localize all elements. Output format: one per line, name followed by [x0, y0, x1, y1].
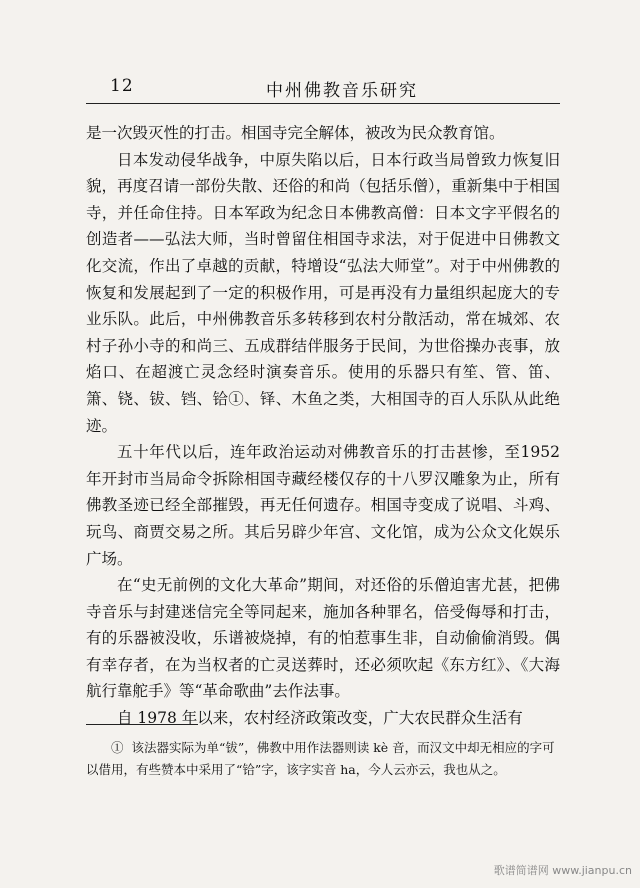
- paragraph-3: 五十年代以后，连年政治运动对佛教音乐的打击甚惨，至1952 年开封市当局命令拆除相国寺藏经楼仅存的十八罗汉雕象为止，所有佛教圣迹已经全部摧毁，再无任何遗存。相国寺变成了说唱、斗鸡、玩鸟、商贾交易之所。其后另辟少年宫、文化馆，成为公众文化娱乐广场。: [86, 443, 565, 568]
- footnote-rule: [86, 724, 198, 725]
- paragraph-2: 日本发动侵华战争，中原失陷以后，日本行政当局曾致力恢复旧貌，再度召请一部份失散、还俗的和尚（包括乐僧），重新集中于相国寺，并任命住持。日本军政为纪念日本佛教高僧：日本文字平假名的创造者——弘法大师，当时曾留住相国寺求法，对于促进中日佛教文化交流，作出了卓越的贡献，特增设“弘法大师堂”。对于中州佛教的恢复和发展起到了一定的积极作用，可是再没有力量组织起庞大的专业乐队。此后，中州佛教音乐多转移到农村分散活动，常在城郊、农村子孙小寺的和尚三、五成群结伴服务于民间，为世俗操办丧事，放焰口、在超渡亡灵念经时演奏音乐。使用的乐器只有笙、管、笛、箫、铙、钹、铛、铪①、铎、木鱼之类，大相国寺的百人乐队从此绝迹。: [86, 150, 560, 435]
- paragraph-4: 在“史无前例的文化大革命”期间，对还俗的乐僧迫害尤甚，把佛寺音乐与封建迷信完全等同起来，施加各种罪名，倍受侮辱和打击，有的乐器被没收，乐谱被烧掉，有的怕惹事生非，自动偷偷消毁。偶有幸存者，在为当权者的亡灵送葬时，还必须吹起《东方红》、《大海航行靠舵手》等“革命歌曲”去作法事。: [86, 576, 560, 701]
- paragraph-5: 自 1978 年以来，农村经济政策改变，广大农民群众生活有: [117, 709, 523, 728]
- body-text: [86, 120, 565, 732]
- page-header: [86, 76, 560, 106]
- book-title: 中州佛教音乐研究: [266, 81, 418, 101]
- paragraph-1: 是一次毁灭性的打击。相国寺完全解体，被改为民众教育馆。: [86, 124, 505, 142]
- watermark: 歌谱简谱网 www.jianpu.cn: [493, 864, 632, 877]
- header-rule: [86, 103, 560, 104]
- footnote: ① 该法器实际为单“钹”，佛教中用作法器则读 kè 音，而汉文中却无相应的字可以借用，有些赞本中采用了“铪”字，该字实音 ha，今人云亦云，我也从之。: [86, 740, 555, 777]
- page-number: 12: [110, 76, 134, 96]
